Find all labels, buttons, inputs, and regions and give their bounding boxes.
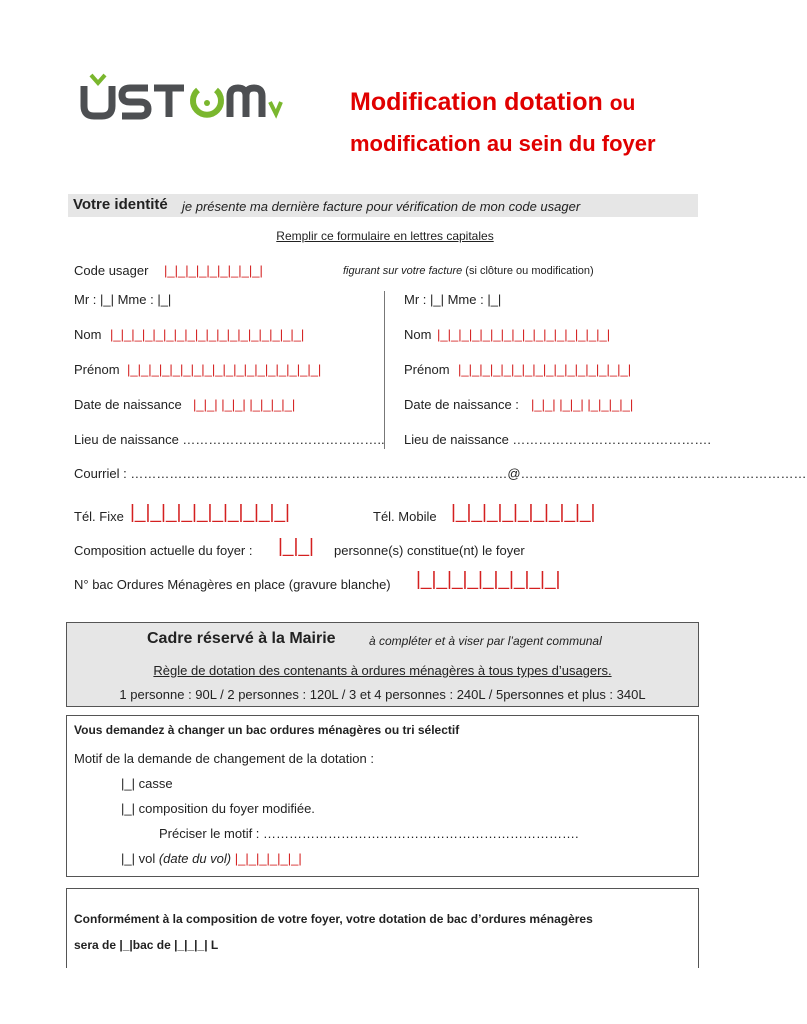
prenom-right-field[interactable]: |_|_|_|_|_|_|_|_|_|_|_|_|_|_|_|_| bbox=[458, 362, 632, 377]
mairie-note: à compléter et à viser par l’agent communal bbox=[369, 634, 602, 648]
tel-fixe-field[interactable]: |_|_|_|_|_|_|_|_|_|_| bbox=[130, 502, 290, 523]
composition-label: Composition actuelle du foyer : bbox=[74, 543, 253, 558]
capacity-table: 1 personne : 90L / 2 personnes : 120L / 3 et 4 personnes : 240L / 5personnes et plus : 340L bbox=[119, 687, 646, 702]
title-line-1: Modification dotation ou bbox=[350, 88, 636, 116]
code-usager-field[interactable]: |_|_|_|_|_|_|_|_|_| bbox=[164, 263, 263, 278]
bac-number-label: N° bac Ordures Ménagères en place (gravure blanche) bbox=[74, 577, 391, 592]
civility-right-field[interactable]: Mr : |_| Mme : |_| bbox=[404, 292, 502, 307]
nom-right-field[interactable]: |_|_|_|_|_|_|_|_|_|_|_|_|_|_|_|_| bbox=[437, 327, 611, 342]
tel-fixe-label: Tél. Fixe bbox=[74, 509, 124, 524]
courriel-field[interactable]: Courriel : ……………………………………………………………………………@………………………………………………………… bbox=[74, 466, 807, 481]
mairie-reserved-box bbox=[66, 622, 699, 707]
nom-right-label: Nom bbox=[404, 327, 432, 342]
dotation-conclusion-box bbox=[66, 888, 699, 968]
dotation-rule: Règle de dotation des contenants à ordures ménagères à tous types d’usagers. bbox=[153, 663, 612, 678]
identity-header bbox=[68, 194, 698, 217]
code-usager-note: figurant sur votre facture (si clôture ou modification) bbox=[343, 265, 594, 277]
nom-left-label: Nom bbox=[74, 327, 102, 342]
option-casse[interactable]: |_| casse bbox=[121, 776, 173, 791]
title-line-2: modification au sein du foyer bbox=[350, 131, 656, 156]
code-usager-label: Code usager bbox=[74, 263, 149, 278]
identity-note: je présente ma dernière facture pour vérification de mon code usager bbox=[182, 199, 581, 214]
option-vol[interactable]: |_| vol (date du vol) |_|_|_|_|_|_| bbox=[121, 851, 302, 866]
composition-field[interactable]: |_|_| bbox=[278, 536, 314, 557]
preciser-motif-field[interactable]: Préciser le motif : ………………………………………………………………. bbox=[159, 826, 579, 841]
composition-suffix: personne(s) constitue(nt) le foyer bbox=[334, 543, 525, 558]
option-composition[interactable]: |_| composition du foyer modifiée. bbox=[121, 801, 315, 816]
lieu-right-field[interactable]: Lieu de naissance ………………………………………. bbox=[404, 432, 712, 447]
motif-label: Motif de la demande de changement de la dotation : bbox=[74, 751, 374, 766]
dob-right-label: Date de naissance : bbox=[404, 397, 519, 412]
instruction-text: Remplir ce formulaire en lettres capitales bbox=[276, 229, 494, 243]
civility-left-field[interactable]: Mr : |_| Mme : |_| bbox=[74, 292, 172, 307]
tel-mobile-field[interactable]: |_|_|_|_|_|_|_|_|_| bbox=[451, 502, 596, 523]
dob-right-field[interactable]: |_|_| |_|_| |_|_|_|_| bbox=[531, 397, 634, 412]
identity-heading: Votre identité bbox=[73, 196, 168, 213]
dob-left-label: Date de naissance bbox=[74, 397, 182, 412]
tel-mobile-label: Tél. Mobile bbox=[373, 509, 437, 524]
conclusion-line-1: Conformément à la composition de votre foyer, votre dotation de bac d’ordures ménagères bbox=[74, 912, 593, 926]
prenom-left-field[interactable]: |_|_|_|_|_|_|_|_|_|_|_|_|_|_|_|_|_|_| bbox=[127, 362, 322, 377]
conclusion-line-2[interactable]: sera de |_|bac de |_|_|_| L bbox=[74, 938, 219, 952]
column-divider bbox=[384, 291, 385, 449]
lieu-left-field[interactable]: Lieu de naissance ……………………………………….. bbox=[74, 432, 385, 447]
prenom-left-label: Prénom bbox=[74, 362, 120, 377]
dob-left-field[interactable]: |_|_| |_|_| |_|_|_|_| bbox=[193, 397, 296, 412]
mairie-title: Cadre réservé à la Mairie bbox=[147, 630, 336, 647]
change-heading: Vous demandez à changer un bac ordures ménagères ou tri sélectif bbox=[74, 723, 460, 737]
nom-left-field[interactable]: |_|_|_|_|_|_|_|_|_|_|_|_|_|_|_|_|_|_| bbox=[110, 327, 305, 342]
change-request-box bbox=[66, 715, 699, 877]
bac-number-field[interactable]: |_|_|_|_|_|_|_|_|_| bbox=[416, 569, 561, 590]
ustom-logo bbox=[80, 72, 285, 120]
prenom-right-label: Prénom bbox=[404, 362, 450, 377]
